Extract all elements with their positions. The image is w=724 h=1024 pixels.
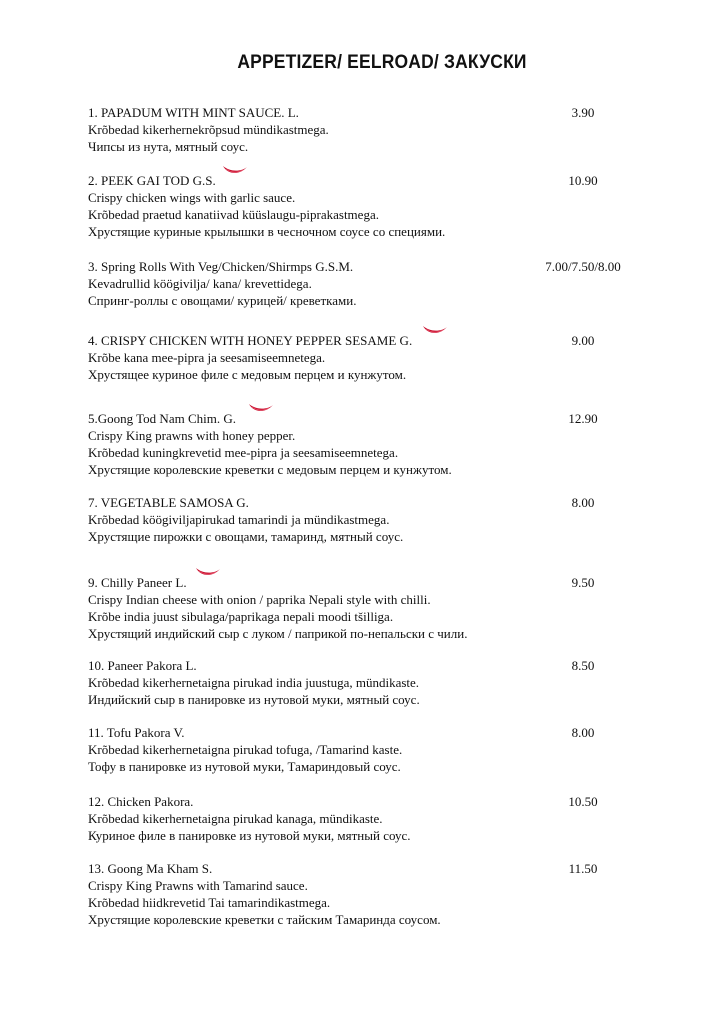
item-price: 11.50 — [568, 861, 598, 876]
item-description-line: Krõbedad kikerhernekrõpsud mündikastmega. — [88, 122, 329, 137]
item-description-line: Krõbe india juust sibulaga/paprikaga nepali moodi tšilliga. — [88, 609, 394, 624]
item-description-line: Хрустящие пирожки с овощами, тамаринд, мятный соус. — [88, 529, 404, 544]
item-description-line: Хрустящее куриное филе с медовым перцем и кунжутом. — [88, 367, 407, 382]
chili-pepper-icon — [195, 566, 221, 579]
item-description-line: Crispy King prawns with honey pepper. — [88, 428, 296, 443]
item-description-line: Krõbedad kuningkrevetid mee-pipra ja seesamiseemnetega. — [88, 445, 399, 460]
item-name: 7. VEGETABLE SAMOSA G. — [88, 495, 249, 510]
item-description-line: Crispy chicken wings with garlic sauce. — [88, 190, 296, 205]
item-description-line: Crispy King Prawns with Tamarind sauce. — [88, 878, 308, 893]
item-description-line: Индийский сыр в панировке из нутовой муки, мятный соус. — [88, 692, 420, 707]
item-price: 8.00 — [571, 495, 595, 510]
menu-item-1 — [88, 104, 628, 155]
item-name: 10. Paneer Pakora L. — [88, 658, 197, 673]
menu-item-2 — [88, 172, 628, 240]
item-price: 9.00 — [571, 333, 595, 348]
item-description-line: Kevadrullid köögivilja/ kana/ krevettidega. — [88, 276, 312, 291]
item-description-line: Krõbedad kikerhernetaigna pirukad tofuga, /Tamarind kaste. — [88, 742, 403, 757]
item-name: 5.Goong Tod Nam Chim. G. — [88, 411, 236, 426]
item-description-line: Krõbedad kikerhernetaigna pirukad kanaga, mündikaste. — [88, 811, 383, 826]
menu-item-11 — [88, 860, 628, 928]
item-name: 11. Tofu Pakora V. — [88, 725, 185, 740]
menu-item-5 — [88, 410, 628, 478]
item-description-line: Хрустящие куриные крылышки в чесночном соусе со специями. — [88, 224, 446, 239]
page-title: APPETIZER/ EELROAD/ ЗАКУСКИ — [237, 52, 527, 73]
item-price: 7.00/7.50/8.00 — [545, 259, 621, 274]
item-name: 4. CRISPY CHICKEN WITH HONEY PEPPER SESAME G. — [88, 333, 413, 348]
item-name: 12. Chicken Pakora. — [88, 794, 194, 809]
chili-pepper-icon — [248, 402, 274, 415]
item-description-line: Krõbedad praetud kanatiivad küüslaugu-piprakastmega. — [88, 207, 379, 222]
menu-item-9 — [88, 724, 628, 775]
item-price: 8.00 — [571, 725, 595, 740]
menu-item-4 — [88, 332, 628, 383]
item-price: 3.90 — [571, 105, 595, 120]
item-description-line: Тофу в панировке из нутовой муки, Тамариндовый соус. — [88, 759, 401, 774]
item-description-line: Crispy Indian cheese with onion / paprika Nepali style with chilli. — [88, 592, 431, 607]
item-price: 9.50 — [571, 575, 595, 590]
item-price: 10.50 — [568, 794, 598, 809]
item-description-line: Чипсы из нута, мятный соус. — [88, 139, 249, 154]
chili-pepper-icon — [222, 164, 248, 177]
item-name: 1. PAPADUM WITH MINT SAUCE. L. — [88, 105, 299, 120]
item-name: 2. PEEK GAI TOD G.S. — [88, 173, 216, 188]
item-description-line: Хрустящий индийский сыр с луком / паприкой по-непальски с чили. — [88, 626, 468, 641]
item-price: 12.90 — [568, 411, 598, 426]
item-name: 13. Goong Ma Kham S. — [88, 861, 213, 876]
item-description-line: Krõbedad köögiviljapirukad tamarindi ja mündikastmega. — [88, 512, 390, 527]
item-name: 9. Chilly Paneer L. — [88, 575, 187, 590]
item-price: 8.50 — [571, 658, 595, 673]
item-description-line: Хрустящие королевские креветки с тайским Тамаринда соусом. — [88, 912, 441, 927]
chili-pepper-icon — [422, 324, 448, 337]
menu-item-6 — [88, 494, 628, 545]
menu-item-8 — [88, 657, 628, 708]
menu-item-3 — [88, 258, 628, 309]
menu-item-7 — [88, 574, 628, 642]
item-price: 10.90 — [568, 173, 598, 188]
item-description-line: Krõbedad kikerhernetaigna pirukad india juustuga, mündikaste. — [88, 675, 420, 690]
item-description-line: Спринг-роллы с овощами/ курицей/ креветками. — [88, 293, 357, 308]
item-description-line: Krõbe kana mee-pipra ja seesamiseemnetega. — [88, 350, 326, 365]
item-description-line: Хрустящие королевские креветки с медовым перцем и кунжутом. — [88, 462, 452, 477]
item-description-line: Krõbedad hiidkrevetid Tai tamarindikastmega. — [88, 895, 331, 910]
item-name: 3. Spring Rolls With Veg/Chicken/Shirmps G.S.M. — [88, 259, 354, 274]
menu-item-10 — [88, 793, 628, 844]
item-description-line: Куриное филе в панировке из нутовой муки, мятный соус. — [88, 828, 411, 843]
